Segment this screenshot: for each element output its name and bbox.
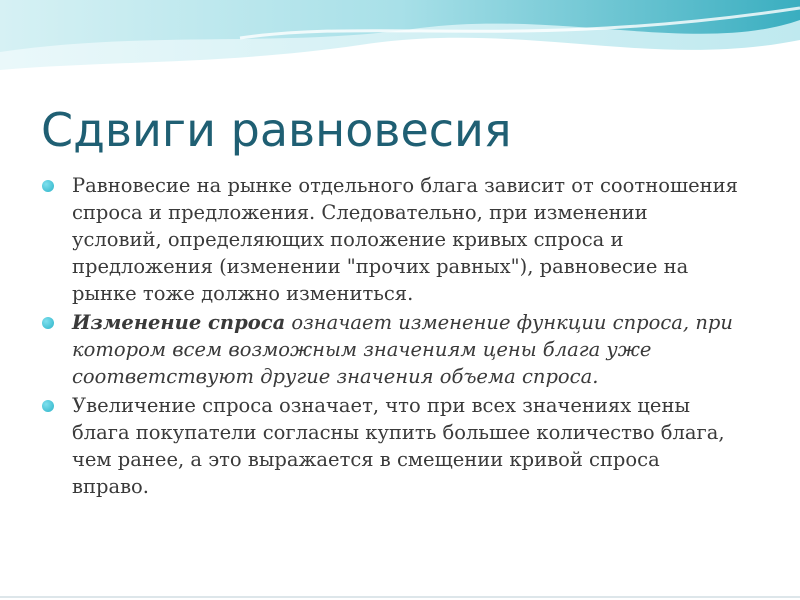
bullet-item-2: [42, 309, 742, 390]
bullet-list: [42, 172, 742, 502]
slide-title: Сдвиги равновесия: [41, 103, 512, 157]
bullet-item-3: [42, 392, 742, 500]
bullet-item-1: [42, 172, 742, 307]
bottom-divider: [0, 596, 800, 598]
bullet-text: Равновесие на рынке отдельного блага зависит от соотношения спроса и предложения. Следовательно, при изменении условий, определяющих положение кривых спроса и предложения (изменении "прочих равных"), равновесие на рынке тоже должно измениться.: [72, 174, 738, 305]
bullet-icon: [42, 180, 54, 192]
bullet-icon: [42, 400, 54, 412]
bullet-icon: [42, 317, 54, 329]
decorative-wave-header: [0, 0, 800, 90]
bullet-definition: означает изменение функции спроса, при котором всем возможным значениям цены блага уже соответствуют другие значения объема спроса.: [72, 311, 733, 388]
bullet-text: [72, 309, 742, 390]
bullet-term: Изменение спроса: [72, 311, 286, 334]
bullet-text: Увеличение спроса означает, что при всех значениях цены блага покупатели согласны купить большее количество блага, чем ранее, а это выражается в смещении кривой спроса вправо.: [72, 394, 725, 498]
